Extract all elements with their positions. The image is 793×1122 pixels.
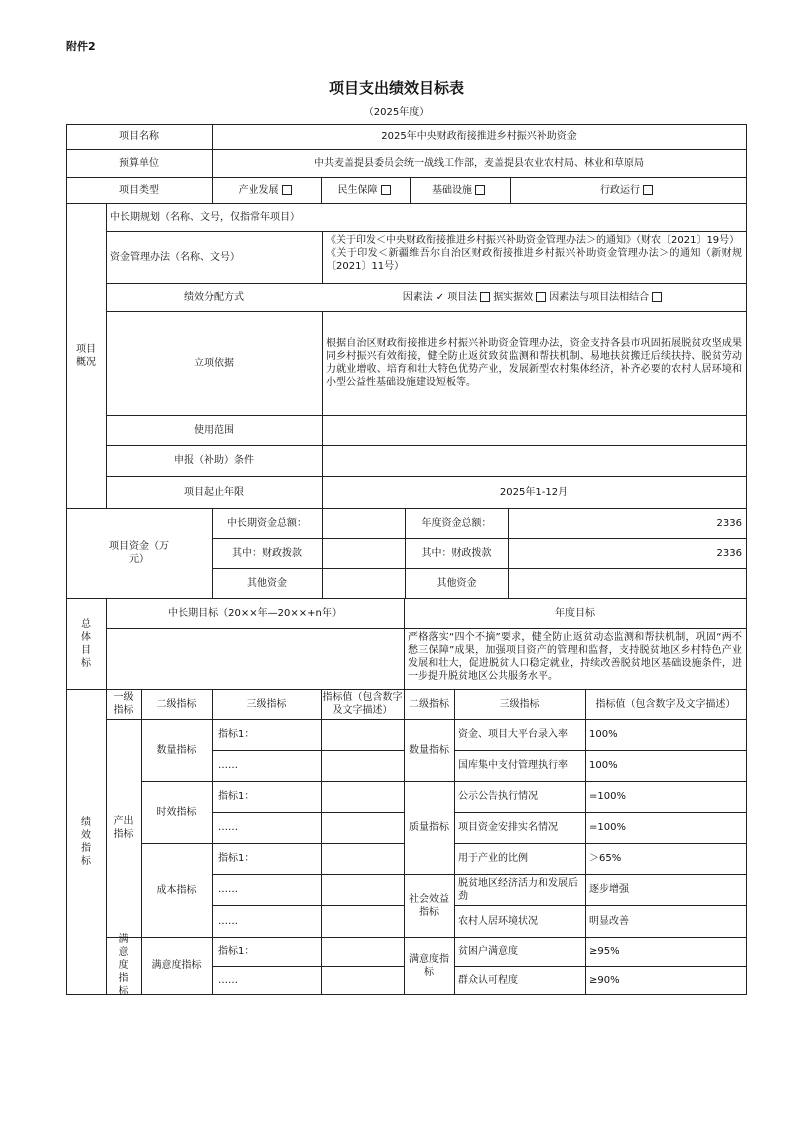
- alloc-option-actual[interactable]: 据实据效: [493, 291, 534, 303]
- right-indicator-value: ≥90%: [589, 974, 620, 986]
- alloc-option-factor[interactable]: 因素法: [402, 291, 433, 303]
- head-l2-right: 二级指标: [409, 698, 449, 710]
- cost-indicator-left: 成本指标: [156, 884, 197, 896]
- checkbox-icon[interactable]: [536, 292, 546, 302]
- right-indicator-value: ＞65%: [589, 853, 622, 864]
- left-indicator-ellipsis: ……: [218, 884, 238, 895]
- left-indicator-item: 指标1：: [218, 791, 255, 802]
- right-indicator-name: 贫困户满意度: [458, 946, 518, 957]
- right-indicator-name: 资金、项目大平台录入率: [458, 729, 568, 740]
- project-name-label: 项目名称: [119, 131, 159, 142]
- head-value-right: 指标值（包含数字及文字描述）: [595, 698, 736, 710]
- mid-term-plan-label: 中长期规划（名称、文号，仅指常年项目）: [110, 211, 300, 223]
- quantity-indicator-right: 数量指标: [409, 744, 449, 756]
- checkmark-icon: ✓: [435, 291, 445, 303]
- year-total-value: 2336: [716, 517, 742, 529]
- head-l3-right: 三级指标: [499, 698, 540, 710]
- checkbox-icon[interactable]: [282, 185, 292, 195]
- right-indicator-name: 脱贫地区经济活力和发展后劲: [458, 877, 578, 902]
- period-label: 项目起止年限: [184, 486, 244, 498]
- output-indicator-l1: 产出指标: [113, 816, 134, 840]
- head-value-left: 指标值（包含数字及文字描述）: [322, 692, 403, 716]
- indicators-label: 绩效指标: [81, 816, 91, 867]
- budget-unit-label: 预算单位: [119, 157, 159, 169]
- left-indicator-ellipsis: ……: [218, 822, 238, 833]
- year-fiscal-value: 2336: [716, 547, 742, 559]
- time-indicator-left: 时效指标: [156, 806, 197, 818]
- head-l3-left: 三级指标: [246, 698, 287, 710]
- mid-goal-label: 中长期目标（20××年—20××+n年）: [168, 607, 342, 619]
- right-indicator-value: =100%: [589, 822, 626, 833]
- mid-fiscal-label: 其中：财政拨款: [232, 547, 302, 559]
- year-subtitle: （2025年度）: [363, 107, 430, 118]
- satisfaction-indicator-left: 满意度指标: [151, 960, 202, 971]
- year-other-label: 其他资金: [436, 577, 477, 589]
- checkbox-icon[interactable]: [652, 292, 662, 302]
- head-l2-left: 二级指标: [156, 698, 197, 710]
- head-l1: 一级指标: [113, 692, 134, 716]
- left-indicator-item: 指标1：: [218, 729, 255, 740]
- project-type-label: 项目类型: [119, 184, 159, 196]
- right-indicator-name: 群众认可程度: [458, 974, 518, 986]
- type-option-livelihood[interactable]: [321, 177, 410, 203]
- section-project-overview: 项目概况: [76, 343, 96, 368]
- type-option-admin[interactable]: [510, 177, 746, 203]
- basis-label: 立项依据: [194, 357, 234, 369]
- type-option-label: 行政运行: [600, 184, 640, 196]
- budget-unit-value: 中共麦盖提县委员会统一战线工作部，麦盖提县农业农村局、林业和草原局: [314, 157, 644, 169]
- annex-label: 附件2: [66, 40, 96, 53]
- basis-text: 根据自治区财政衔接推进乡村振兴补助资金管理办法，资金支持各县市巩固拓展脱贫攻坚成果同乡村振兴有效衔接，健全防止返贫致贫监测和帮扶机制、易地扶贫搬迁后续扶持、脱贫劳动力就业增收、培育和壮大特色优势产业，发展新型农村集体经济，补齐必要的农村人居环境和小型公益性基础设施建设短板等。: [326, 338, 742, 388]
- type-option-infrastructure[interactable]: [410, 177, 510, 203]
- alloc-method-label: 绩效分配方式: [184, 291, 244, 303]
- social-benefit-indicator-right: 社会效益指标: [409, 893, 449, 918]
- alloc-method-options: [322, 283, 746, 311]
- left-indicator-item: 指标1：: [218, 853, 255, 864]
- right-indicator-name: 农村人居环境状况: [458, 915, 538, 927]
- satisfaction-indicator-right: 满意度指标: [409, 953, 449, 978]
- checkbox-icon[interactable]: [381, 185, 391, 195]
- goals-label: 总体目标: [81, 618, 91, 669]
- fund-method-line: 《关于印发＜中央财政衔接推进乡村振兴补助资金管理办法＞的通知》（财农〔2021〕19号）: [326, 235, 740, 246]
- checkbox-icon[interactable]: [475, 185, 485, 195]
- type-option-label: 基础设施: [432, 184, 472, 196]
- type-option-label: 民生保障: [337, 184, 378, 196]
- year-goal-text: 严格落实“四个不摘”要求，健全防止返贫动态监测和帮扶机制，巩固“两不愁三保障”成果，加强项目资产的管理和监督，支持脱贫地区乡村特色产业发展和壮大，促进脱贫人口稳定就业，持续改善脱贫地区基础设施条件，进一步提升脱贫地区公共服务水平。: [408, 632, 742, 682]
- right-indicator-name: 项目资金安排实名情况: [458, 822, 558, 833]
- year-total-label: 年度资金总额：: [421, 517, 492, 529]
- right-indicator-value: 100%: [589, 760, 618, 771]
- left-indicator-ellipsis: ……: [218, 760, 238, 771]
- left-indicator-ellipsis: ……: [218, 974, 238, 986]
- right-indicator-value: 逐步增强: [589, 884, 629, 895]
- quantity-indicator-left: 数量指标: [156, 744, 197, 756]
- alloc-option-project[interactable]: 项目法: [447, 291, 478, 303]
- scope-label: 使用范围: [194, 424, 234, 436]
- checkbox-icon[interactable]: [480, 292, 490, 302]
- right-indicator-value: =100%: [589, 791, 626, 802]
- left-indicator-item: 指标1：: [218, 946, 255, 957]
- alloc-option-combined[interactable]: 因素法与项目法相结合: [549, 291, 650, 303]
- right-indicator-name: 用于产业的比例: [458, 853, 528, 864]
- left-indicator-ellipsis: ……: [218, 915, 238, 927]
- type-option-industry[interactable]: [212, 177, 321, 203]
- right-indicator-value: 明显改善: [589, 915, 629, 927]
- fund-method-line: 《关于印发＜新疆维吾尔自治区财政衔接推进乡村振兴补助资金管理办法＞的通知（新财规〔2021〕11号）: [326, 248, 742, 272]
- right-indicator-value: ≥95%: [589, 946, 620, 957]
- satisfaction-indicator-l1: 满意度指标: [118, 934, 129, 997]
- right-indicator-value: 100%: [589, 729, 618, 740]
- mid-other-label: 其他资金: [247, 577, 287, 589]
- year-goal-label: 年度目标: [555, 607, 595, 619]
- funds-label: 项目资金（万元）: [109, 541, 169, 565]
- apply-condition-label: 申报（补助）条件: [174, 455, 254, 466]
- quality-indicator-right: 质量指标: [409, 822, 449, 833]
- project-name-value: 2025年中央财政衔接推进乡村振兴补助资金: [381, 131, 577, 142]
- right-indicator-name: 国库集中支付管理执行率: [458, 760, 568, 771]
- fund-method-value: [326, 234, 742, 273]
- right-indicator-name: 公示公告执行情况: [458, 791, 538, 802]
- fund-method-label: 资金管理办法（名称、文号）: [110, 251, 240, 263]
- page-title: 项目支出绩效目标表: [328, 79, 464, 97]
- checkbox-icon[interactable]: [643, 185, 653, 195]
- mid-total-label: 中长期资金总额：: [227, 517, 307, 529]
- period-value: 2025年1-12月: [499, 486, 569, 498]
- type-option-label: 产业发展: [238, 184, 279, 196]
- year-fiscal-label: 其中：财政拨款: [421, 547, 492, 559]
